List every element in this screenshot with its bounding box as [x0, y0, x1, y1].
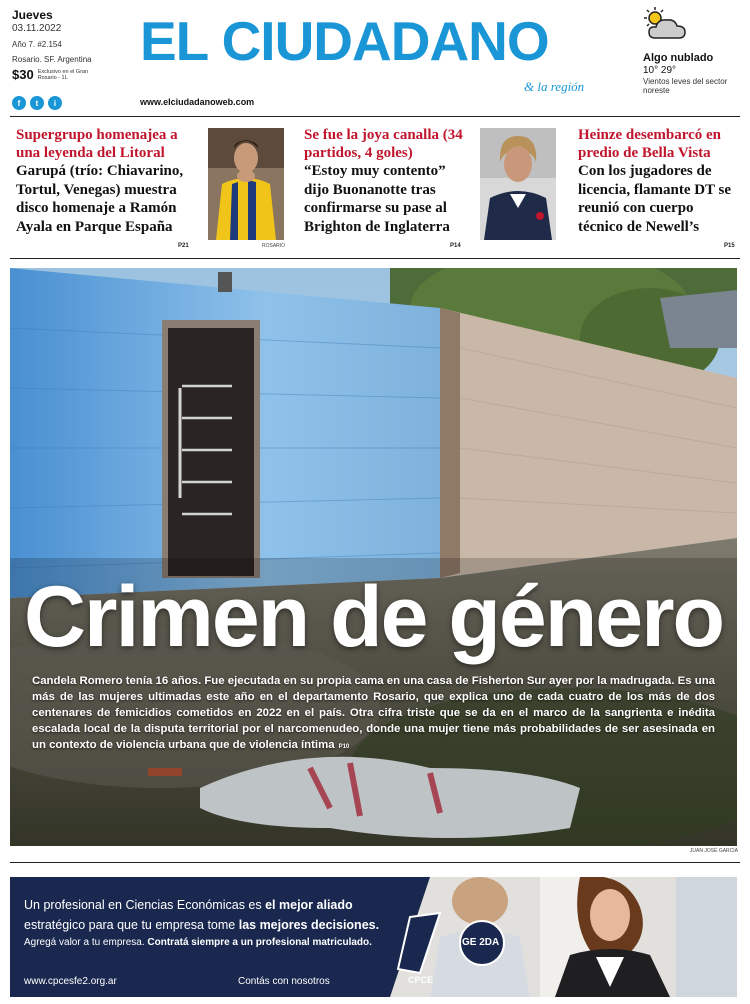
weather-wind: Vientos leves del sector noreste [643, 77, 728, 95]
crime-scene-illustration [10, 268, 737, 846]
teaser-body: Garupá (trío: Chiavarino, Tortul, Venegas) muestra disco homenaje a Ramón Ayala en Parque España [16, 163, 184, 235]
ad-text: Agregá valor a tu empresa. [24, 937, 148, 948]
teaser-page: P21 [178, 243, 189, 249]
teaser-photo-credit: ROSARIO [262, 243, 286, 249]
header-divider [10, 116, 740, 117]
main-photo [10, 268, 737, 846]
teaser-headline: Heinze desembarcó en predio de Bella Vista [578, 127, 722, 161]
teaser-body: “Estoy muy contento” dijo Buonanotte tras confirmarse su pase al Brighton de Inglaterra [304, 163, 450, 235]
teaser-headline: Se fue la joya canalla (34 partidos, 4 goles) [304, 127, 463, 161]
ad-tagline [24, 937, 372, 948]
teaser-music[interactable] [16, 126, 190, 236]
teaser-page: P15 [724, 243, 735, 249]
ad-text: estratégico para que tu empresa tome [24, 918, 239, 932]
lede-page: P10 [338, 744, 350, 750]
teaser-photo-heinze [480, 128, 556, 240]
twitter-icon[interactable]: t [30, 96, 44, 110]
ad-divider [10, 862, 740, 863]
lede-text: Candela Romero tenía 16 años. Fue ejecutada en su propia cama en una casa de Fisherton Sur ayer por la madrugada. Es una más de las mujeres ultimadas este año en el departamento Rosario, que explica uno de cada cuatro de los más de dos centenares de femicidios cometidos en 2022 en el país. Otra cifra triste que se da en el marco de la sangrienta e inédita escalada local de la disputa territorial por el narcomenudeo, donde una mujer tiene más probabilidades de ser asesinada en un contexto de violencia urbana que de violencia íntima [32, 675, 715, 751]
ad-text-bold: el mejor aliado [265, 898, 353, 912]
day: Jueves [12, 8, 53, 22]
price-note: Exclusivo en el Gran Rosario - 1L [37, 68, 89, 81]
teaser-heinze[interactable] [578, 126, 740, 236]
ad-contact: Contás con nosotros [238, 976, 330, 987]
date: 03.11.2022 [12, 23, 62, 34]
masthead-subtitle: & la región [524, 79, 585, 94]
weather-condition: Algo nublado [643, 52, 714, 64]
teaser-divider [10, 258, 740, 259]
teaser-page: P14 [450, 243, 461, 249]
main-photo-credit: JUAN JOSÉ GARCÍA [689, 848, 738, 854]
social-links [12, 96, 62, 110]
ge-logo-label: GE 2DA [462, 937, 500, 948]
price: $30 [12, 67, 34, 82]
weather-temps: 10° 29° [643, 65, 677, 76]
ad-text-bold: Contratá siempre a un profesional matriculado. [147, 937, 372, 948]
edition-number: Año 7. #2.154 [12, 40, 62, 49]
teaser-photo-buonanotte [208, 128, 284, 240]
teaser-buonanotte[interactable] [304, 126, 466, 236]
advertisement[interactable] [10, 877, 737, 997]
edition-info [12, 8, 122, 82]
website-link[interactable]: www.elciudadanoweb.com [140, 97, 255, 107]
ad-text: Un profesional en Ciencias Económicas es [24, 898, 266, 912]
main-headline: Crimen de género [23, 569, 724, 665]
cpce-logo-label: CPCE [408, 975, 434, 985]
masthead: EL CIUDADANO [140, 10, 549, 72]
weather-box [643, 52, 743, 95]
teaser-body: Con los jugadores de licencia, flamante DT se reunió con cuerpo técnico de Newell’s [578, 163, 732, 235]
partly-cloudy-icon [641, 6, 689, 42]
ad-copy [24, 895, 424, 935]
ad-url-link[interactable]: www.cpcesfe2.org.ar [24, 976, 117, 987]
main-lede [32, 673, 715, 755]
facebook-icon[interactable]: f [12, 96, 26, 110]
ad-text-bold: las mejores decisiones. [238, 918, 380, 932]
location: Rosario. SF. Argentina [12, 55, 92, 64]
teaser-headline: Supergrupo homenajea a una leyenda del Litoral [16, 127, 178, 161]
instagram-icon[interactable]: i [48, 96, 62, 110]
